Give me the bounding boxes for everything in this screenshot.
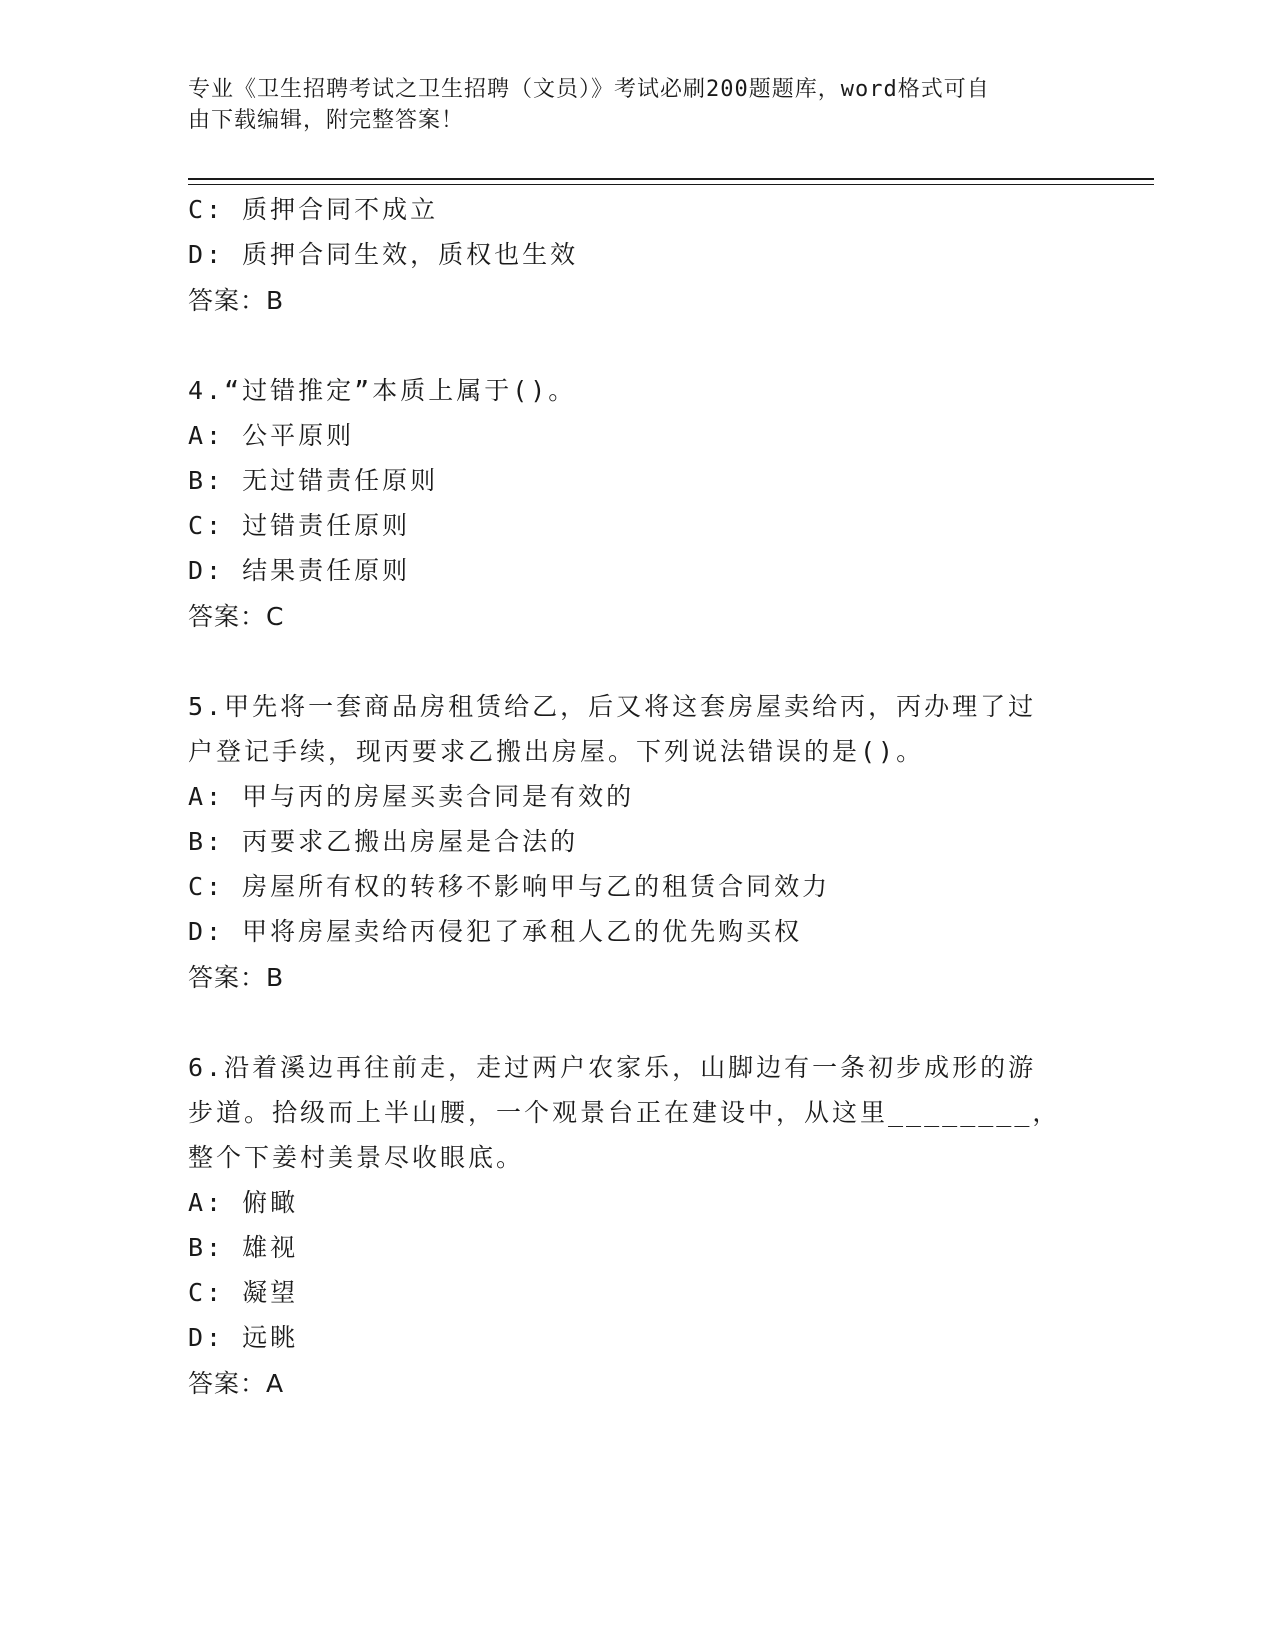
document-header: [188, 74, 1088, 136]
header-divider-thin: [188, 184, 1154, 185]
q5-option-b: B: 丙要求乙搬出房屋是合法的: [188, 827, 579, 856]
q4-option-b: B: 无过错责任原则: [188, 466, 439, 495]
q5-option-a: A: 甲与丙的房屋买卖合同是有效的: [188, 782, 635, 811]
q4-option-c: C: 过错责任原则: [188, 511, 411, 540]
q4-stem: 4.“过错推定”本质上属于()。: [188, 376, 577, 405]
header-divider-thick: [188, 178, 1154, 180]
q3-option-d: D: 质押合同生效，质权也生效: [188, 240, 579, 269]
header-title-line-1: 专业《卫生招聘考试之卫生招聘（文员）》考试必刷200题题库，word格式可自: [188, 77, 990, 102]
q6-stem-line-2: 步道。拾级而上半山腰，一个观景台正在建设中，从这里________，: [188, 1098, 1061, 1127]
q5-answer: 答案：B: [188, 963, 285, 992]
q6-answer: 答案：A: [188, 1369, 285, 1398]
q5-stem-line-2: 户登记手续，现丙要求乙搬出房屋。下列说法错误的是()。: [188, 737, 925, 766]
q6-option-c: C: 凝望: [188, 1278, 299, 1307]
q3-option-c: C: 质押合同不成立: [188, 195, 439, 224]
q6-option-d: D: 远眺: [188, 1323, 299, 1352]
q3-answer: 答案：B: [188, 286, 285, 315]
q6-option-b: B: 雄视: [188, 1233, 299, 1262]
q4-option-d: D: 结果责任原则: [188, 556, 411, 585]
q4-answer: 答案：C: [188, 602, 285, 631]
q6-stem-line-1: 6.沿着溪边再往前走，走过两户农家乐，山脚边有一条初步成形的游: [188, 1053, 1037, 1082]
q6-option-a: A: 俯瞰: [188, 1188, 299, 1217]
q5-stem-line-1: 5.甲先将一套商品房租赁给乙，后又将这套房屋卖给丙，丙办理了过: [188, 692, 1037, 721]
q4-option-a: A: 公平原则: [188, 421, 355, 450]
q6-stem-line-3: 整个下姜村美景尽收眼底。: [188, 1143, 525, 1172]
q5-option-d: D: 甲将房屋卖给丙侵犯了承租人乙的优先购买权: [188, 917, 803, 946]
header-title-line-2: 由下载编辑，附完整答案！: [188, 108, 465, 133]
q5-option-c: C: 房屋所有权的转移不影响甲与乙的租赁合同效力: [188, 872, 831, 901]
